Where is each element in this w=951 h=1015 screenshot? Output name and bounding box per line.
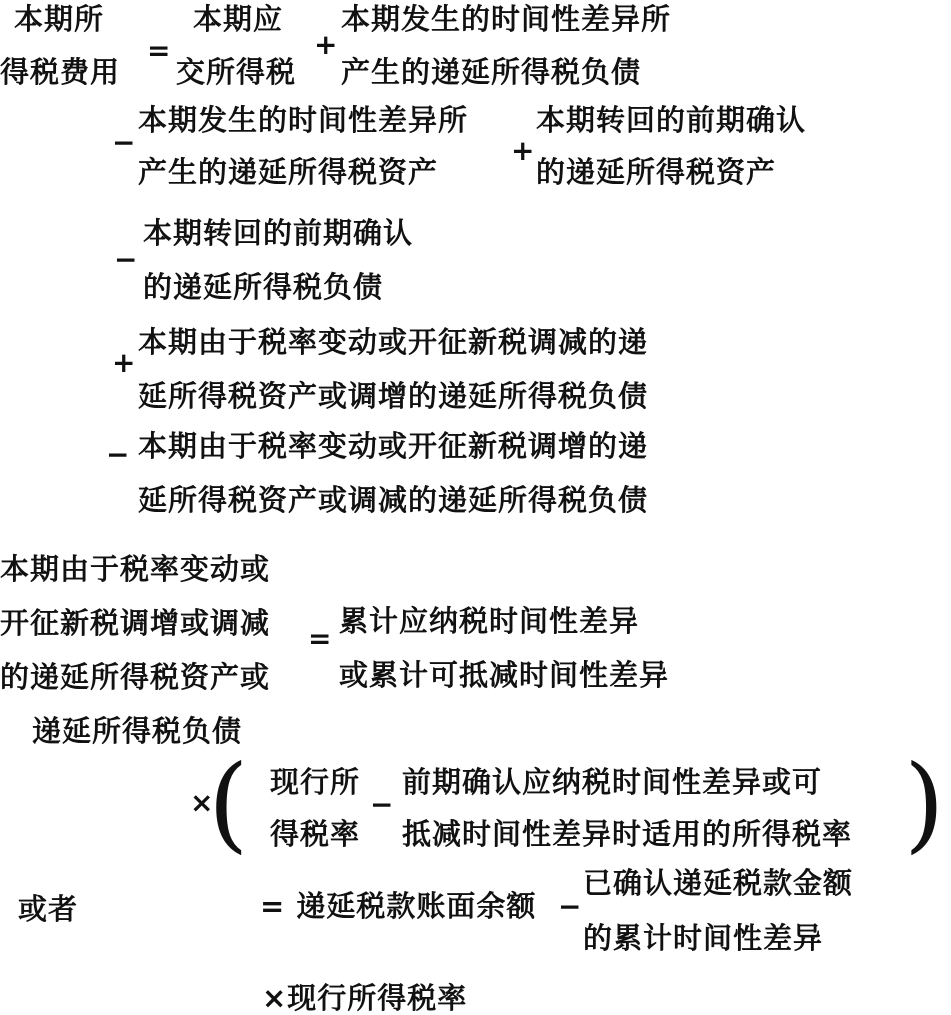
formula1-term2-line2: 产生的递延所得税负债 <box>341 55 642 89</box>
formula1-plus-1: + <box>314 28 338 61</box>
formula1-plus-2: + <box>511 134 535 167</box>
formula1-term6-line2: 延所得税资产或调增的递延所得税负债 <box>138 379 649 413</box>
formula2-term1-line2: 或累计可抵减时间性差异 <box>339 658 670 692</box>
formula3-label: 或者 <box>18 892 79 926</box>
formula2-rate-prior-line1: 前期确认应纳税时间性差异或可 <box>402 765 823 799</box>
formula2-paren-close: ) <box>904 742 945 864</box>
formula1-term1-line1: 本期应 <box>193 2 284 36</box>
formula2-lhs-line1: 本期由于税率变动或 <box>0 552 271 586</box>
formula2-rate-current-line1: 现行所 <box>270 765 361 799</box>
formula1-minus-2: − <box>114 243 138 276</box>
formula1-term7-line1: 本期由于税率变动或开征新税调增的递 <box>138 429 649 463</box>
formula1-lhs-line2: 得税费用 <box>0 55 121 89</box>
formula3-term-line1: 已确认递延税款金额 <box>583 866 854 900</box>
formula1-plus-3: + <box>112 346 136 379</box>
formula1-term1-line2: 交所得税 <box>176 55 297 89</box>
formula1-term4-line2: 的递延所得税资产 <box>536 155 777 189</box>
formula1-minus-3: − <box>106 438 130 471</box>
formula1-lhs-line1: 本期所 <box>14 2 105 36</box>
formula2-lhs-line2: 开征新税调增或调减 <box>0 606 271 640</box>
formula2-rate-current-line2: 得税率 <box>270 817 361 851</box>
formula3-times-rate: ×现行所得税率 <box>262 981 468 1015</box>
formula2-paren-open: ( <box>208 742 249 864</box>
formula2-equals: = <box>308 622 332 655</box>
formula2-term1-line1: 累计应纳税时间性差异 <box>339 604 640 638</box>
formula1-term4-line1: 本期转回的前期确认 <box>536 103 807 137</box>
formula1-term2-line1: 本期发生的时间性差异所 <box>341 2 672 36</box>
formula1-equals: = <box>147 34 171 67</box>
formula1-term5-line1: 本期转回的前期确认 <box>143 216 414 250</box>
formula2-rate-prior-line2: 抵减时间性差异时适用的所得税率 <box>402 817 853 851</box>
formula1-term7-line2: 延所得税资产或调减的递延所得税负债 <box>138 483 649 517</box>
formula3-term-line2: 的累计时间性差异 <box>583 921 824 955</box>
formula3-equals-part: = 递延税款账面余额 <box>260 889 537 923</box>
formula1-term3-line2: 产生的递延所得税资产 <box>138 155 439 189</box>
formula1-term3-line1: 本期发生的时间性差异所 <box>138 103 469 137</box>
formula2-times: × <box>190 786 214 819</box>
formula2-lhs-line4: 递延所得税负债 <box>32 714 243 748</box>
formula2-minus: − <box>370 788 394 821</box>
formula2-lhs-line3: 的递延所得税资产或 <box>0 660 271 694</box>
formula1-minus-1: − <box>112 126 136 159</box>
formula1-term6-line1: 本期由于税率变动或开征新税调减的递 <box>138 325 649 359</box>
formula1-term5-line2: 的递延所得税负债 <box>143 270 384 304</box>
formula3-minus: − <box>558 890 582 923</box>
